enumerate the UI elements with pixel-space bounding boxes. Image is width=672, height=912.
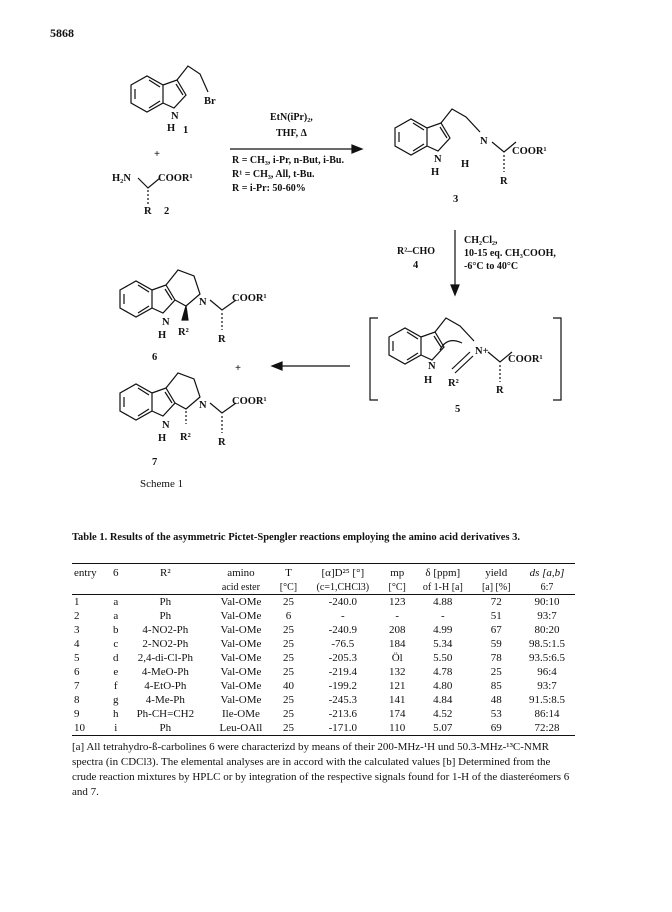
cell-rotation: -240.0 [328,596,358,608]
cell-ds: 86:14 [534,708,560,720]
amine-n-label-6: N [199,297,207,308]
indole-n-label-3: N [434,154,442,165]
table-row [72,721,575,736]
header-entry: entry [72,564,109,581]
indole-h-label: H [167,123,176,134]
results-table [72,563,575,736]
r2-label-6: R² [178,327,189,338]
cell-compound: b [113,624,119,636]
cell-amino-acid-ester: Val-OMe [220,624,262,636]
cooR1-label-3: COOR¹ [512,146,547,157]
header2-amino: acid ester [208,580,273,595]
indole-n-label: N [171,111,179,122]
cell-yield: 78 [490,652,502,664]
header2-r2 [122,580,208,595]
cell-amino-acid-ester: Val-OMe [220,680,262,692]
cell-amino-acid-ester: Leu-OAll [208,721,273,736]
table-row [72,679,575,693]
cell-yield: 48 [490,694,502,706]
cell-compound: f [113,680,118,692]
table-row [72,693,575,707]
cell-rotation: -240.9 [328,624,358,636]
cell-rotation: -245.3 [328,694,358,706]
amine-n-label-3: N [480,136,488,147]
cell-amino-acid-ester: Val-OMe [220,610,262,622]
cell-r2: 4-Me-Ph [145,694,185,706]
indole-h-label-5: H [424,375,433,386]
indole-n-label-5: N [428,361,436,372]
table-row [72,595,575,610]
cooR1-label-2: COOR¹ [158,173,193,184]
table-row [72,665,575,679]
header-r2: R² [122,564,208,581]
cell-temperature: 25 [282,638,294,650]
cooR1-label-7: COOR¹ [232,396,267,407]
cell-r2: Ph [159,596,172,608]
cell-yield: 25 [490,666,502,678]
cell-mp: Öl [391,652,403,664]
cooR1-label-5: COOR¹ [508,354,543,365]
cell-temperature: 25 [282,596,294,608]
cell-compound: d [113,652,119,664]
bromine-label: Br [204,96,216,107]
header2-rotation: (c=1,CHCl3) [303,580,382,595]
cell-temperature: 25 [282,694,294,706]
condition-1-1: EtN(iPr)₂, [270,112,313,123]
compound-2-number: 2 [164,206,170,217]
cell-mp: 132 [388,666,406,678]
h2n-label: H₂N [112,173,131,184]
indole-h-label-6: H [158,330,167,341]
cell-compound: i [109,721,122,736]
cell-rotation: -171.0 [303,721,382,736]
table-header-row-2 [72,580,575,595]
indole-n-label-7: N [162,420,170,431]
scheme-caption: Scheme 1 [140,478,184,490]
cell-entry: 9 [74,708,80,720]
cell-temperature: 25 [282,624,294,636]
condition-1-5: R = i-Pr: 50-60% [232,183,306,194]
cell-amino-acid-ester: Ile-OMe [222,708,260,720]
indole-h-label-3: H [431,167,440,178]
cell-rotation: -199.2 [328,680,358,692]
r-label-5: R [496,385,504,396]
cell-yield: 53 [490,708,502,720]
cell-rotation: -205.3 [328,652,358,664]
header-rotation: [α]D²⁵ [°] [303,564,382,581]
cell-r2: Ph [122,721,208,736]
header-delta: δ [ppm] [412,564,473,581]
cell-temperature: 25 [282,708,294,720]
header2-entry [72,580,109,595]
header2-delta: of 1-H [a] [412,580,473,595]
cell-temperature: 25 [282,666,294,678]
cell-compound: h [113,708,119,720]
cell-yield: 59 [490,638,502,650]
compound-1-structure [131,66,208,112]
cell-entry: 4 [74,638,80,650]
table-row [72,623,575,637]
cell-rotation: -219.4 [328,666,358,678]
table-header-row-1 [72,564,575,581]
header-ds: ds [a,b] [519,564,575,581]
table-row [72,609,575,623]
cell-temperature: 6 [285,610,292,622]
r-label-6: R [218,334,226,345]
cell-ds: 93:7 [537,680,557,692]
cell-ds: 72:28 [519,721,575,736]
cell-entry: 1 [74,596,80,608]
header-6: 6 [109,564,122,581]
cell-ds: 90:10 [534,596,560,608]
r2cho-label: R²–CHO [397,246,435,257]
cell-mp: - [395,610,400,622]
compound-3-structure [395,109,516,172]
cell-delta: 4.88 [433,596,453,608]
cell-amino-acid-ester: Val-OMe [220,666,262,678]
indole-n-label-6: N [162,317,170,328]
table-row [72,651,575,665]
header-amino: amino [208,564,273,581]
cell-entry: 10 [72,721,109,736]
cell-r2: Ph [159,610,172,622]
cell-delta: 4.84 [433,694,453,706]
cell-compound: c [113,638,119,650]
cell-amino-acid-ester: Val-OMe [220,652,262,664]
cell-r2: 4-EtO-Ph [144,680,187,692]
header2-mp: [°C] [382,580,412,595]
cell-ds: 91.5:8.5 [528,694,566,706]
amine-n-label-7: N [199,400,207,411]
condition-1-2: THF, Δ [276,128,307,139]
table-footnote: [a] All tetrahydro-ß-carbolines 6 were characterizd by means of their 200-MHz-¹H und 50.3-MHz-¹³C-NMR spectra (in CDCl3). The elemental analyses are in accord with the calculated values [b] Determined from the crude reaction mixtures by HPLC or by integration of the respective signals found for 1-H of the diasteréomers 6 and 7. [72,741,570,798]
cell-r2: 4-MeO-Ph [141,666,189,678]
plus-sign-2: + [235,363,241,374]
header-mp: mp [382,564,412,581]
table-row [72,707,575,721]
cell-ds: 80:20 [534,624,560,636]
header2-6 [109,580,122,595]
cell-ds: 96:4 [537,666,557,678]
cell-ds: 98.5:1.5 [528,638,566,650]
cell-mp: 141 [388,694,406,706]
cell-delta: 4.78 [433,666,453,678]
header2-ds: 6:7 [519,580,575,595]
page-number: 5868 [50,26,74,40]
table-row [72,637,575,651]
condition-2-2: 10-15 eq. CH₃COOH, [464,248,556,259]
cell-yield: 72 [490,596,502,608]
cell-yield: 67 [490,624,502,636]
cell-yield: 51 [490,610,502,622]
condition-1-3: R = CH₃, i-Pr, n-But, i-Bu. [232,155,344,166]
cell-entry: 3 [74,624,80,636]
cell-r2: 4-NO2-Ph [142,624,189,636]
r2-label-7: R² [180,432,191,443]
cell-temperature: 40 [282,680,294,692]
cell-compound: g [113,694,119,706]
table-title: Table 1. Results of the asymmetric Pictet-Spengler reactions employing the amino acid derivatives 3. [72,532,521,543]
cell-entry: 5 [74,652,80,664]
condition-1-4: R¹ = CH₃, All, t-Bu. [232,169,315,180]
compound-6-number: 6 [152,352,158,363]
condition-2-1: CH₂Cl₂, [464,235,498,246]
cell-delta: 4.99 [433,624,453,636]
cell-delta: 5.34 [433,638,453,650]
cell-ds: 93.5:6.5 [528,652,566,664]
amine-h-label-3: H [461,159,470,170]
compound-4-number: 4 [413,260,419,271]
cell-mp: 174 [388,708,406,720]
cell-amino-acid-ester: Val-OMe [220,596,262,608]
header2-t: [°C] [274,580,304,595]
r-label-3: R [500,176,508,187]
cell-mp: 121 [388,680,406,692]
cell-delta: 5.50 [433,652,453,664]
cell-compound: a [113,596,119,608]
cell-yield: 85 [490,680,502,692]
cell-r2: 2,4-di-Cl-Ph [137,652,193,664]
cell-compound: a [113,610,119,622]
cell-mp: 110 [382,721,412,736]
cell-amino-acid-ester: Val-OMe [220,694,262,706]
cell-amino-acid-ester: Val-OMe [220,638,262,650]
cell-delta: 5.07 [412,721,473,736]
cell-entry: 2 [74,610,80,622]
r-label-7: R [218,437,226,448]
plus-sign-1: + [154,149,160,160]
cell-yield: 69 [474,721,519,736]
cell-delta: 4.80 [433,680,453,692]
cell-delta: 4.52 [433,708,453,720]
compound-7-structure [120,373,236,433]
cell-mp: 123 [388,596,406,608]
cell-entry: 8 [74,694,80,706]
r-label-2: R [144,206,152,217]
cell-mp: 184 [388,638,406,650]
compound-3-number: 3 [453,194,459,205]
r2-label-5: R² [448,378,459,389]
compound-5-number: 5 [455,404,461,415]
cell-rotation: -213.6 [328,708,358,720]
compound-1-number: 1 [183,125,189,136]
compound-7-number: 7 [152,457,158,468]
cell-r2: 2-NO2-Ph [142,638,189,650]
header-t: T [274,564,304,581]
cell-mp: 208 [388,624,406,636]
condition-2-3: -6°C to 40°C [464,261,519,272]
table-body [72,595,575,736]
cell-rotation: -76.5 [331,638,355,650]
header-yield: yield [474,564,519,581]
cell-delta: - [440,610,445,622]
cell-rotation: - [341,610,345,622]
indole-h-label-7: H [158,433,167,444]
cooR1-label-6: COOR¹ [232,293,267,304]
cell-entry: 6 [74,666,80,678]
cell-r2: Ph-CH=CH2 [136,708,195,720]
compound-2-bonds [138,178,160,188]
header2-yield: [a] [%] [474,580,519,595]
compound-6-structure [120,270,236,330]
cell-entry: 7 [74,680,80,692]
cell-ds: 93:7 [537,610,557,622]
iminium-n-label: N+ [475,346,489,357]
cell-temperature: 25 [274,721,304,736]
cell-temperature: 25 [282,652,294,664]
cell-compound: e [113,666,119,678]
